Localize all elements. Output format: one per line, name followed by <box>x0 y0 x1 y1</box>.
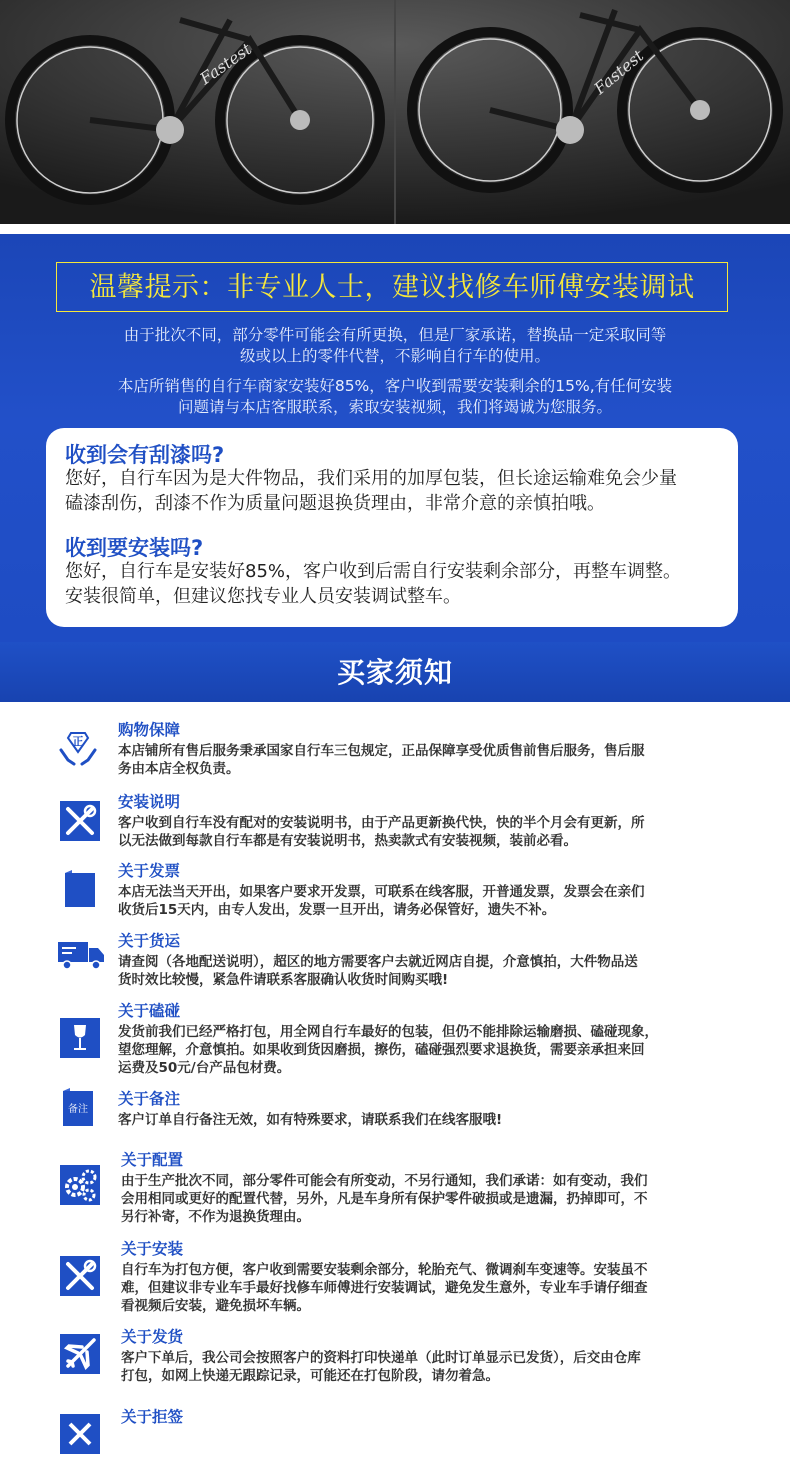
faq-a2-line2: 安装很简单，但建议您找专业人员安装调试整车。 <box>65 586 461 607</box>
gears-icon <box>60 1165 100 1205</box>
faq-a1-line1: 您好，自行车因为是大件物品，我们采用的加厚包装，但长途运输难免会少量 <box>65 468 677 489</box>
note-icon <box>60 1088 100 1128</box>
notice-p1-line1: 由于批次不同，部分零件可能会有所更换，但是厂家承诺，替换品一定采取同等 <box>123 326 667 344</box>
notice-item-text: 会用相同或更好的配置代替，另外，凡是车身所有保护零件破损或是遗漏，扔掉即可，不 <box>121 1191 648 1207</box>
notice-p1-line2: 级或以上的零件代替，不影响自行车的使用。 <box>239 347 550 365</box>
notice-item-text: 打包，如网上快递无跟踪记录，可能还在打包阶段，请勿着急。 <box>121 1368 499 1384</box>
notice-item-text: 运费及50元/台产品包材费。 <box>118 1060 291 1076</box>
notice-item-title: 关于安装 <box>121 1240 184 1258</box>
notice-item-text: 货时效比较慢，紧急件请联系客服确认收货时间购买哦! <box>118 972 449 988</box>
notice-p2-line1: 本店所销售的自行车商家安装好85%，客户收到需要安装剩余的15%,有任何安装 <box>117 377 673 395</box>
notice-item-text: 另行补寄，不作为退换货理由。 <box>121 1209 310 1225</box>
faq-answer-1 <box>65 466 731 516</box>
notice-item-title: 关于配置 <box>121 1151 184 1169</box>
notice-item-title: 关于磕碰 <box>118 1002 181 1020</box>
notice-item-text: 望您理解，介意慎拍。如果收到货因磨损，擦伤，磕碰强烈要求退换货，需要亲承担来回 <box>118 1042 645 1058</box>
section-title-bar: 买家须知 <box>0 642 790 702</box>
notice-item-text: 发货前我们已经严格打包，用全网自行车最好的包装，但仍不能排除运输磨损、磕碰现象， <box>118 1024 658 1040</box>
faq-a1-line2: 磕漆刮伤，刮漆不作为质量问题退换货理由，非常介意的亲慎拍哦。 <box>65 493 605 514</box>
notice-item-text: 自行车为打包方便，客户收到需要安装剩余部分，轮胎充气、微调刹车变速等。安装虽不 <box>121 1262 648 1278</box>
fragile-icon <box>60 1018 100 1058</box>
notice-paragraph-2 <box>70 376 720 418</box>
svg-text:正: 正 <box>72 735 84 748</box>
notice-item-text: 客户下单后，我公司会按照客户的资料打印快递单（此时订单显示已发货），后交由仓库 <box>121 1350 641 1366</box>
notice-item-title: 购物保障 <box>118 721 181 739</box>
notice-item-text: 本店铺所有售后服务秉承国家自行车三包规定，正品保障享受优质售前售后服务，售后服 <box>118 743 645 759</box>
notice-item-text: 本店无法当天开出，如果客户要求开发票，可联系在线客服，开普通发票，发票会在亲们 <box>118 884 645 900</box>
tools-icon <box>60 1256 100 1296</box>
notice-item-title: 安装说明 <box>118 793 181 811</box>
notice-item-text: 客户订单自行备注无效，如有特殊要求，请联系我们在线客服哦! <box>118 1112 503 1128</box>
notice-item-title: 关于拒签 <box>121 1408 184 1426</box>
plane-icon <box>60 1334 100 1374</box>
notice-item-text: 难，但建议非专业车手最好找修车师傅进行安装调试，避免发生意外，专业车手请仔细查 <box>121 1280 648 1296</box>
faq-card <box>46 428 738 627</box>
notice-item-text: 以无法做到每款自行车都是有安装说明书，热卖款式有安装视频，装前必看。 <box>118 833 577 849</box>
notice-item-text: 由于生产批次不同，部分零件可能会有所变动，不另行通知，我们承诺：如有变动，我们 <box>121 1173 648 1189</box>
notice-item-title: 关于发货 <box>121 1328 184 1346</box>
svg-text:备注: 备注 <box>68 1104 88 1115</box>
notice-title: 温馨提示：非专业人士，建议找修车师傅安装调试 <box>56 262 728 312</box>
tools-icon <box>60 801 100 841</box>
svg-text:Fastest: Fastest <box>590 46 648 99</box>
svg-text:Fastest: Fastest <box>196 39 256 89</box>
reject-icon <box>60 1414 100 1454</box>
faq-question-1: 收到会有刮漆吗? <box>65 443 225 467</box>
notice-item-text: 看视频后安装，避免损坏车辆。 <box>121 1298 310 1314</box>
notice-item-text: 务由本店全权负责。 <box>118 761 240 777</box>
notice-p2-line2: 问题请与本店客服联系，索取安装视频，我们将竭诚为您服务。 <box>177 398 612 416</box>
truck-icon <box>58 940 98 980</box>
invoice-icon <box>60 870 100 910</box>
notice-paragraph-1 <box>70 325 720 367</box>
notice-item-title: 关于发票 <box>118 862 181 880</box>
faq-answer-2 <box>65 559 731 609</box>
notice-item-text: 收货后15天内，由专人发出，发票一旦开出，请务必保管好，遗失不补。 <box>118 902 556 918</box>
notice-item-text: 请查阅（各地配送说明），超区的地方需要客户去就近网店自提，介意慎拍，大件物品送 <box>118 954 638 970</box>
notice-item-title: 关于货运 <box>118 932 181 950</box>
notice-item-title: 关于备注 <box>118 1090 181 1108</box>
notice-item-text: 客户收到自行车没有配对的安装说明书，由于产品更新换代快，快的半个月会有更新，所 <box>118 815 645 831</box>
faq-question-2: 收到要安装吗? <box>65 536 204 560</box>
shield-hands-icon <box>58 730 98 770</box>
bicycle-photo <box>0 0 790 224</box>
notice-section <box>0 234 790 702</box>
faq-a2-line1: 您好，自行车是安装好85%，客户收到后需自行安装剩余部分，再整车调整。 <box>65 561 682 582</box>
